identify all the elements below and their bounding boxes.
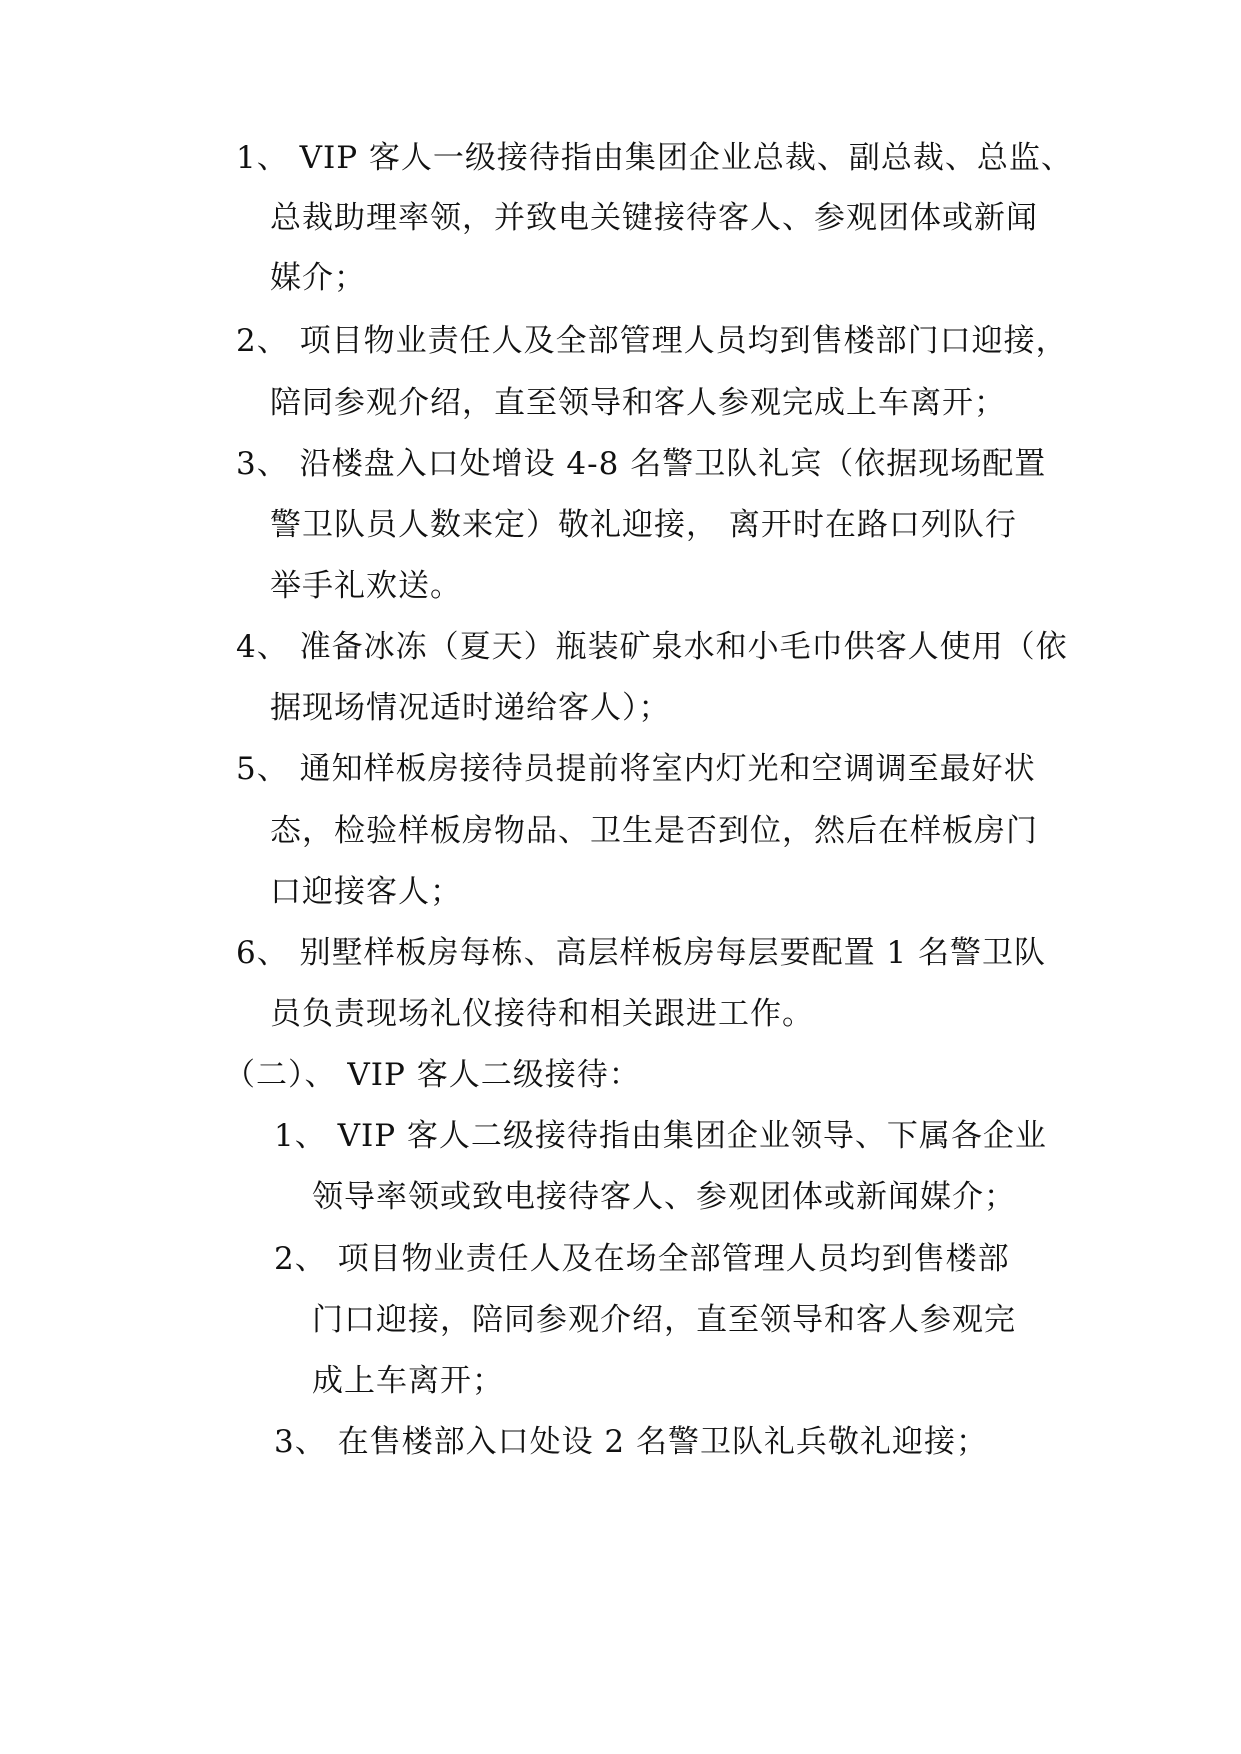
item-2-line-1: 2、 项目物业责任人及全部管理人员均到售楼部门口迎接， bbox=[236, 323, 1068, 359]
item-5-line-2: 态，检验样板房物品、卫生是否到位，然后在样板房门 bbox=[270, 813, 1038, 849]
item-5-line-1: 5、 通知样板房接待员提前将室内灯光和空调调至最好状 bbox=[236, 751, 1036, 787]
sub-item-2-line-2: 门口迎接，陪同参观介绍，直至领导和客人参观完 bbox=[312, 1302, 1016, 1338]
item-6-line-2: 员负责现场礼仪接待和相关跟进工作。 bbox=[270, 996, 814, 1032]
sub-item-2-line-1: 2、 项目物业责任人及在场全部管理人员均到售楼部 bbox=[274, 1241, 1010, 1277]
sub-item-1-line-2: 领导率领或致电接待客人、参观团体或新闻媒介； bbox=[312, 1179, 1016, 1215]
item-6-line-1: 6、 别墅样板房每栋、高层样板房每层要配置 1 名警卫队 bbox=[236, 935, 1047, 971]
item-3-line-1: 3、 沿楼盘入口处增设 4-8 名警卫队礼宾（依据现场配置 bbox=[236, 446, 1047, 482]
item-2-line-2: 陪同参观介绍，直至领导和客人参观完成上车离开； bbox=[270, 385, 1006, 421]
sub-item-2-line-3: 成上车离开； bbox=[312, 1363, 504, 1399]
sub-item-1-line-1: 1、 VIP 客人二级接待指由集团企业领导、下属各企业 bbox=[274, 1118, 1047, 1154]
section-two-heading: （二）、 VIP 客人二级接待： bbox=[224, 1057, 641, 1093]
item-1-line-1: 1、 VIP 客人一级接待指由集团企业总裁、副总裁、总监、 bbox=[236, 140, 1073, 176]
item-1-line-2: 总裁助理率领，并致电关键接待客人、参观团体或新闻 bbox=[270, 200, 1038, 236]
item-5-line-3: 口迎接客人； bbox=[270, 874, 462, 910]
item-4-line-1: 4、 准备冰冻（夏天）瓶装矿泉水和小毛巾供客人使用（依 bbox=[236, 629, 1068, 665]
sub-item-3-line-1: 3、 在售楼部入口处设 2 名警卫队礼兵敬礼迎接； bbox=[274, 1424, 989, 1460]
item-3-line-3: 举手礼欢送。 bbox=[270, 568, 462, 604]
item-3-line-2: 警卫队员人数来定）敬礼迎接， 离开时在路口列队行 bbox=[270, 507, 1017, 543]
item-1-line-3: 媒介； bbox=[270, 260, 366, 296]
item-4-line-2: 据现场情况适时递给客人）； bbox=[270, 690, 671, 726]
